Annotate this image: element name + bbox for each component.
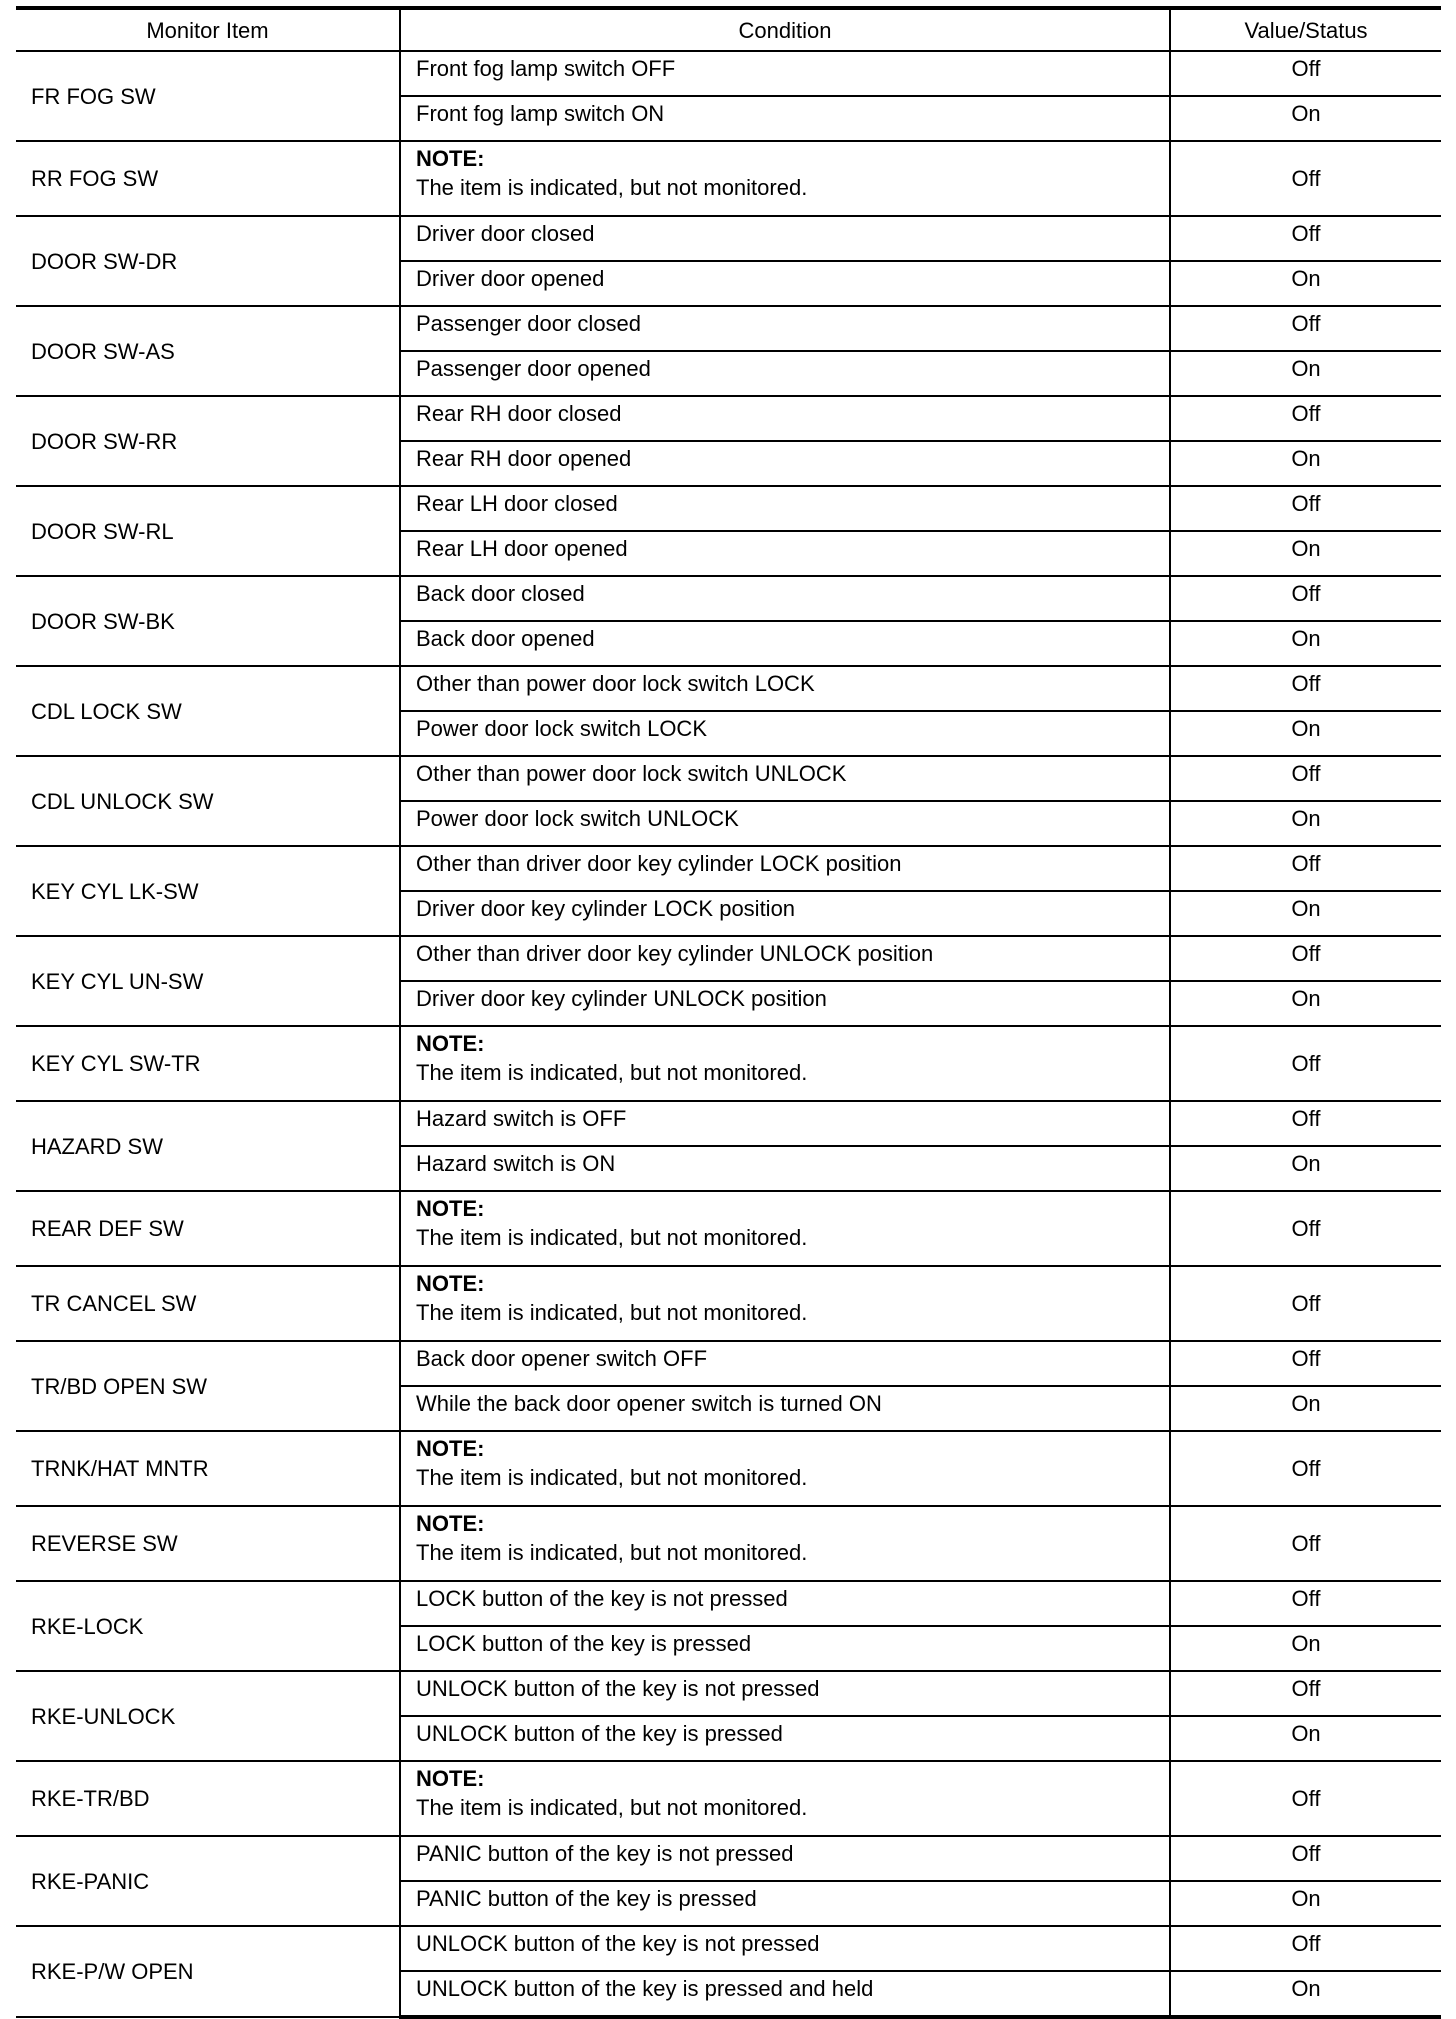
note-label: NOTE: — [416, 1436, 485, 1461]
monitor-item: REVERSE SW — [16, 1506, 400, 1581]
condition: Other than power door lock switch UNLOCK — [400, 756, 1170, 801]
value-status: Off — [1170, 936, 1441, 981]
note-text: The item is indicated, but not monitored. — [416, 1795, 808, 1820]
condition: Other than power door lock switch LOCK — [400, 666, 1170, 711]
condition: Rear LH door closed — [400, 486, 1170, 531]
condition: PANIC button of the key is not pressed — [400, 1836, 1170, 1881]
value-status: Off — [1170, 1506, 1441, 1581]
condition: Back door opener switch OFF — [400, 1341, 1170, 1386]
monitor-item: DOOR SW-DR — [16, 216, 400, 306]
value-status: Off — [1170, 396, 1441, 441]
table-row — [16, 1671, 1441, 1716]
condition: Rear LH door opened — [400, 531, 1170, 576]
monitor-item: TRNK/HAT MNTR — [16, 1431, 400, 1506]
value-status: On — [1170, 351, 1441, 396]
monitor-item: DOOR SW-RL — [16, 486, 400, 576]
table-row — [16, 396, 1441, 441]
value-status: Off — [1170, 1836, 1441, 1881]
monitor-item: TR CANCEL SW — [16, 1266, 400, 1341]
condition-note — [400, 1506, 1170, 1581]
condition: UNLOCK button of the key is pressed and held — [400, 1971, 1170, 2017]
condition-note — [400, 1026, 1170, 1101]
table-row — [16, 1341, 1441, 1386]
value-status: Off — [1170, 486, 1441, 531]
note-text: The item is indicated, but not monitored. — [416, 1465, 808, 1490]
table-row — [16, 486, 1441, 531]
table-row — [16, 1191, 1441, 1266]
value-status: Off — [1170, 141, 1441, 216]
condition: Power door lock switch UNLOCK — [400, 801, 1170, 846]
monitor-item: DOOR SW-BK — [16, 576, 400, 666]
condition: Driver door key cylinder UNLOCK position — [400, 981, 1170, 1026]
note-label: NOTE: — [416, 1196, 485, 1221]
value-status: On — [1170, 621, 1441, 666]
monitor-item: RKE-UNLOCK — [16, 1671, 400, 1761]
value-status: Off — [1170, 1101, 1441, 1146]
monitor-item: DOOR SW-AS — [16, 306, 400, 396]
monitor-item: KEY CYL LK-SW — [16, 846, 400, 936]
value-status: On — [1170, 261, 1441, 306]
table-row — [16, 756, 1441, 801]
value-status: On — [1170, 96, 1441, 141]
table-row — [16, 1581, 1441, 1626]
table-row — [16, 1506, 1441, 1581]
condition: Rear RH door closed — [400, 396, 1170, 441]
condition: LOCK button of the key is not pressed — [400, 1581, 1170, 1626]
table-row — [16, 216, 1441, 261]
table-row — [16, 936, 1441, 981]
condition: UNLOCK button of the key is not pressed — [400, 1926, 1170, 1971]
value-status: On — [1170, 1626, 1441, 1671]
monitor-item: DOOR SW-RR — [16, 396, 400, 486]
value-status: On — [1170, 1971, 1441, 2017]
value-status: On — [1170, 1716, 1441, 1761]
value-status: Off — [1170, 1926, 1441, 1971]
condition: UNLOCK button of the key is not pressed — [400, 1671, 1170, 1716]
condition-note — [400, 141, 1170, 216]
value-status: On — [1170, 1881, 1441, 1926]
table-row — [16, 141, 1441, 216]
note-text: The item is indicated, but not monitored. — [416, 1060, 808, 1085]
header-value-status: Value/Status — [1170, 8, 1441, 51]
value-status: Off — [1170, 1341, 1441, 1386]
value-status: Off — [1170, 1191, 1441, 1266]
monitor-item: TR/BD OPEN SW — [16, 1341, 400, 1431]
condition: Other than driver door key cylinder UNLOCK position — [400, 936, 1170, 981]
value-status: On — [1170, 1146, 1441, 1191]
table-body — [16, 51, 1441, 2017]
note-label: NOTE: — [416, 1766, 485, 1791]
note-text: The item is indicated, but not monitored. — [416, 1300, 808, 1325]
value-status: On — [1170, 981, 1441, 1026]
value-status: On — [1170, 711, 1441, 756]
note-text: The item is indicated, but not monitored. — [416, 175, 808, 200]
table-row — [16, 846, 1441, 891]
condition: Back door opened — [400, 621, 1170, 666]
condition: Power door lock switch LOCK — [400, 711, 1170, 756]
condition-note — [400, 1761, 1170, 1836]
note-label: NOTE: — [416, 1031, 485, 1056]
condition: Passenger door closed — [400, 306, 1170, 351]
value-status: Off — [1170, 216, 1441, 261]
value-status: On — [1170, 531, 1441, 576]
condition: Hazard switch is ON — [400, 1146, 1170, 1191]
value-status: Off — [1170, 1761, 1441, 1836]
monitor-item: HAZARD SW — [16, 1101, 400, 1191]
condition: Rear RH door opened — [400, 441, 1170, 486]
condition: Driver door opened — [400, 261, 1170, 306]
table-row — [16, 306, 1441, 351]
monitor-item: CDL UNLOCK SW — [16, 756, 400, 846]
condition-note — [400, 1431, 1170, 1506]
note-text: The item is indicated, but not monitored. — [416, 1540, 808, 1565]
table-row — [16, 1836, 1441, 1881]
monitor-item: RR FOG SW — [16, 141, 400, 216]
table-row — [16, 51, 1441, 96]
monitor-item: RKE-PANIC — [16, 1836, 400, 1926]
table-row — [16, 1101, 1441, 1146]
table-row — [16, 1266, 1441, 1341]
note-label: NOTE: — [416, 146, 485, 171]
value-status: On — [1170, 1386, 1441, 1431]
value-status: Off — [1170, 51, 1441, 96]
condition: While the back door opener switch is turned ON — [400, 1386, 1170, 1431]
monitor-item: CDL LOCK SW — [16, 666, 400, 756]
note-label: NOTE: — [416, 1511, 485, 1536]
header-monitor-item: Monitor Item — [16, 8, 400, 51]
table-row — [16, 576, 1441, 621]
value-status: On — [1170, 891, 1441, 936]
value-status: Off — [1170, 1581, 1441, 1626]
header-row — [16, 8, 1441, 51]
condition: Back door closed — [400, 576, 1170, 621]
header-condition: Condition — [400, 8, 1170, 51]
value-status: On — [1170, 801, 1441, 846]
monitor-item: FR FOG SW — [16, 51, 400, 141]
table-row — [16, 1026, 1441, 1101]
monitor-item: KEY CYL SW-TR — [16, 1026, 400, 1101]
value-status: Off — [1170, 576, 1441, 621]
monitor-table — [16, 6, 1441, 2019]
note-text: The item is indicated, but not monitored. — [416, 1225, 808, 1250]
condition: Passenger door opened — [400, 351, 1170, 396]
value-status: Off — [1170, 756, 1441, 801]
table-row — [16, 1926, 1441, 1971]
condition: PANIC button of the key is pressed — [400, 1881, 1170, 1926]
table-row — [16, 666, 1441, 711]
value-status: Off — [1170, 666, 1441, 711]
value-status: Off — [1170, 1026, 1441, 1101]
condition-note — [400, 1266, 1170, 1341]
table-row — [16, 1431, 1441, 1506]
condition: Hazard switch is OFF — [400, 1101, 1170, 1146]
condition: Driver door closed — [400, 216, 1170, 261]
condition: UNLOCK button of the key is pressed — [400, 1716, 1170, 1761]
condition: Front fog lamp switch ON — [400, 96, 1170, 141]
note-label: NOTE: — [416, 1271, 485, 1296]
condition-note — [400, 1191, 1170, 1266]
value-status: Off — [1170, 306, 1441, 351]
monitor-item: RKE-P/W OPEN — [16, 1926, 400, 2017]
condition: Other than driver door key cylinder LOCK position — [400, 846, 1170, 891]
condition: LOCK button of the key is pressed — [400, 1626, 1170, 1671]
value-status: Off — [1170, 1431, 1441, 1506]
monitor-item: RKE-LOCK — [16, 1581, 400, 1671]
value-status: Off — [1170, 1671, 1441, 1716]
condition: Driver door key cylinder LOCK position — [400, 891, 1170, 936]
monitor-item: RKE-TR/BD — [16, 1761, 400, 1836]
value-status: On — [1170, 441, 1441, 486]
condition: Front fog lamp switch OFF — [400, 51, 1170, 96]
table-row — [16, 1761, 1441, 1836]
value-status: Off — [1170, 1266, 1441, 1341]
monitor-item: REAR DEF SW — [16, 1191, 400, 1266]
value-status: Off — [1170, 846, 1441, 891]
monitor-item: KEY CYL UN-SW — [16, 936, 400, 1026]
